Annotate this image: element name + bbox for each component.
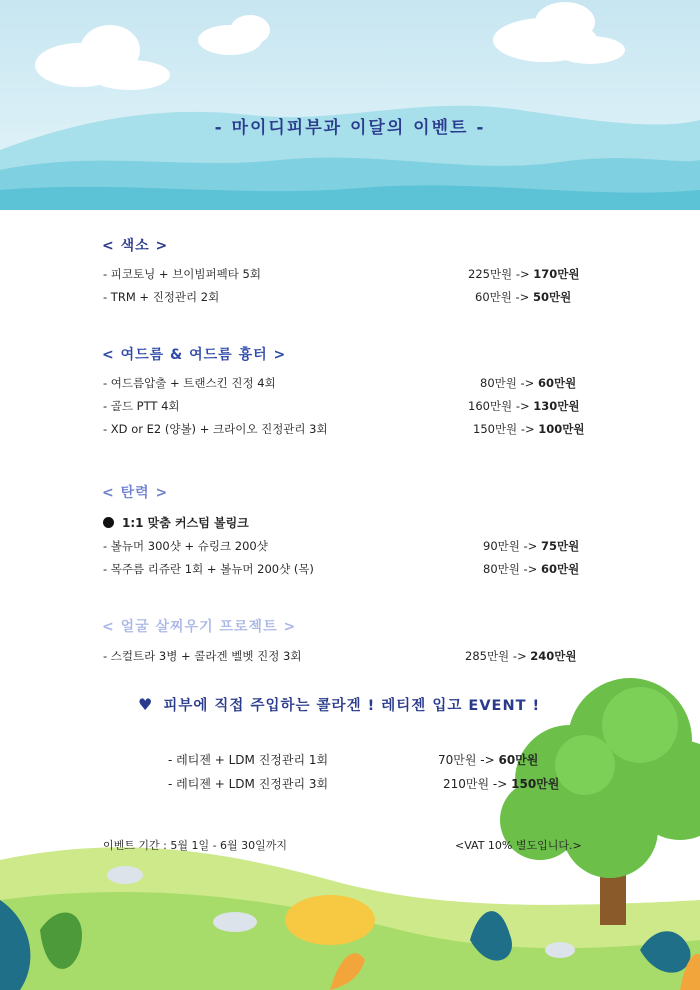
price-sale: 50만원	[532, 290, 572, 304]
price-sale: 170만원	[533, 267, 580, 281]
price-original: 285만원 ->	[465, 649, 527, 663]
list-item	[103, 289, 603, 307]
list-item	[103, 561, 603, 579]
bullet-label: 1:1 맞춤 커스텀 볼링크	[122, 516, 249, 530]
list-item	[103, 266, 603, 284]
event-heading-text: 피부에 직접 주입하는 콜라겐 ! 레티젠 입고 EVENT !	[163, 698, 541, 714]
price-sale: 100만원	[538, 422, 585, 436]
bullet-item	[103, 514, 249, 531]
item-label: - 볼뉴머 300샷 + 슈링크 200샷	[103, 539, 268, 553]
vat-notice: <VAT 10% 별도입니다.>	[455, 839, 582, 852]
list-item	[168, 775, 588, 793]
item-label: - TRM + 진정관리 2회	[103, 290, 220, 304]
item-price	[475, 289, 571, 305]
list-item	[103, 538, 603, 556]
item-price	[483, 561, 579, 577]
price-sale: 130만원	[533, 399, 580, 413]
event-period: 이벤트 기간 : 5월 1일 - 6월 30일까지	[103, 839, 288, 852]
price-sale: 60만원	[498, 753, 539, 767]
section-heading-volume: < 얼굴 살찌우기 프로젝트 >	[102, 619, 297, 635]
price-sale: 60만원	[537, 376, 577, 390]
list-item	[103, 398, 603, 416]
bullet-icon	[103, 517, 114, 528]
item-price	[483, 538, 579, 554]
section-heading-elasticity: < 탄력 >	[102, 485, 169, 501]
item-price	[443, 775, 559, 792]
price-original: 150만원 ->	[473, 422, 535, 436]
price-original: 90만원 ->	[483, 539, 538, 553]
price-sale: 150만원	[511, 777, 560, 791]
item-label: - 목주름 리쥬란 1회 + 볼뉴머 200샷 (목)	[103, 562, 314, 576]
item-label: - XD or E2 (양볼) + 크라이오 진정관리 3회	[103, 422, 328, 436]
list-item	[103, 375, 603, 393]
item-price	[468, 266, 580, 282]
price-sale: 75만원	[540, 539, 580, 553]
page-title: - 마이디피부과 이달의 이벤트 -	[214, 118, 486, 138]
section-heading-acne: < 여드름 & 여드름 흉터 >	[102, 347, 287, 363]
item-label: - 레티젠 + LDM 진정관리 3회	[168, 777, 329, 791]
price-sale: 60만원	[540, 562, 580, 576]
heart-icon: ♥	[138, 695, 154, 714]
item-price	[468, 398, 580, 414]
item-price	[465, 648, 577, 664]
list-item	[103, 421, 603, 439]
price-original: 225만원 ->	[468, 267, 530, 281]
price-sale: 240만원	[530, 649, 577, 663]
price-original: 70만원 ->	[438, 753, 495, 767]
item-price	[438, 751, 538, 768]
item-label: - 여드름압출 + 트랜스킨 진정 4회	[103, 376, 276, 390]
item-label: - 골드 PTT 4회	[103, 399, 180, 413]
item-price	[480, 375, 576, 391]
list-item	[103, 648, 603, 666]
item-label: - 스컬트라 3병 + 콜라겐 벨벳 진정 3회	[103, 649, 302, 663]
item-label: - 피코토닝 + 브이빔퍼펙타 5회	[103, 267, 261, 281]
price-original: 160만원 ->	[468, 399, 530, 413]
price-original: 80만원 ->	[480, 376, 535, 390]
item-price	[473, 421, 585, 437]
price-original: 60만원 ->	[475, 290, 530, 304]
price-original: 210만원 ->	[443, 777, 508, 791]
price-original: 80만원 ->	[483, 562, 538, 576]
event-heading	[138, 694, 540, 715]
list-item	[168, 751, 588, 769]
item-label: - 레티젠 + LDM 진정관리 1회	[168, 753, 329, 767]
section-heading-pigment: < 색소 >	[102, 238, 169, 254]
